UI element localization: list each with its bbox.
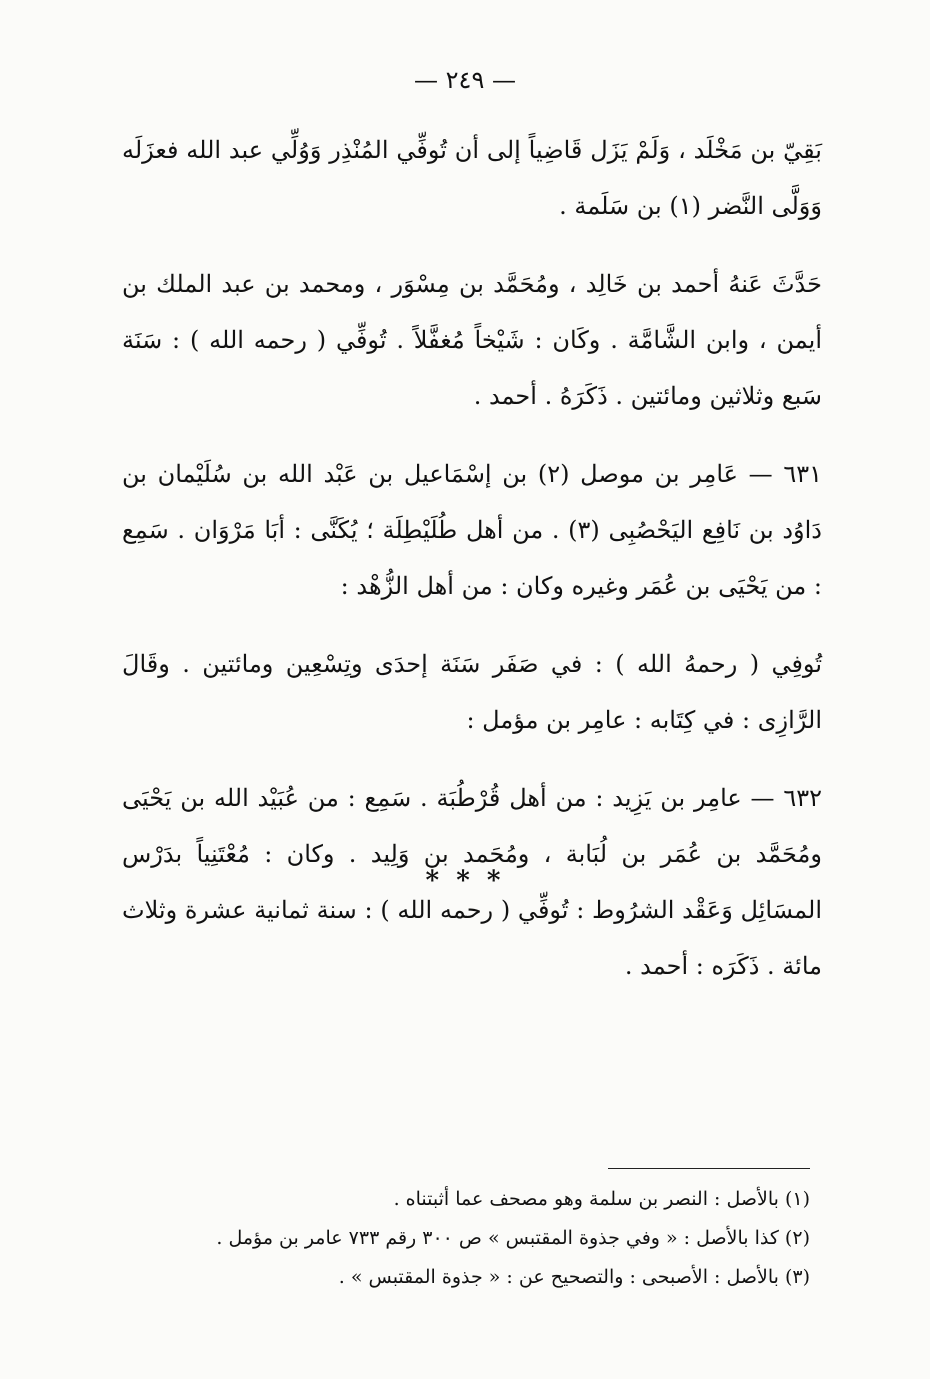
- footnote-3: (٣) بالأصل : الأصبحى : والتصحيح عن : « جذوة المقتبس » .: [338, 1266, 810, 1288]
- entry-632: ٦٣٢ — عامِر بن يَزِيد : من أهل قُرْطُبَة . سَمِع : من عُبَيْد الله بن يَحْيَى ومُحَمَّد بن عُمَر بن لُبَابة ، ومُحَمد بن وَلِيد . وكان : مُعْتَنِياً بدَرْس المسَائِل وَعَقْد الشرُوط : تُوفِّي ( رحمه الله ) : سنة ثمانية عشرة وثلاث مائة . ذَكَرَه : أحمد .: [122, 784, 822, 980]
- section-divider: * * *: [425, 866, 505, 896]
- footnotes: [110, 1180, 810, 1297]
- page-number: — ٢٤٩ —: [414, 66, 516, 94]
- footnote-2: (٢) كذا بالأصل : « وفي جذوة المقتبس » ص ٣٠٠ رقم ٧٣٣ عامر بن مؤمل .: [216, 1227, 810, 1249]
- paragraph-continuation: بَقِيّ بن مَخْلَد ، وَلَمْ يَزَل قَاضِياً إلى أن تُوفِّي المُنْذِر وَوُلِّي عبد الله فعزَلَه وَوَلَّى النَّضر (١) بن سَلَمة .: [122, 136, 822, 220]
- entry-631: ٦٣١ — عَامِر بن موصل (٢) بن إسْمَاعيل بن عَبْد الله بن سُلَيْمان بن دَاوُد بن نَافِع اليَحْصُبِى (٣) . من أهل طُلَيْطِلَة ؛ يُكَنَّى : أبَا مَرْوَان . سَمِع : من يَحْيَى بن عُمَر وغيره وكان : من أهل الزُّهْد :: [122, 460, 822, 600]
- main-text: [122, 122, 822, 994]
- footnote-1: (١) بالأصل : النصر بن سلمة وهو مصحف عما أثبتناه .: [393, 1188, 810, 1210]
- paragraph-narrators: حَدَّثَ عَنهُ أحمد بن خَالِد ، ومُحَمَّد بن مِسْوَر ، ومحمد بن عبد الملك بن أيمن ، وابن الشَّامَّة . وكَان : شَيْخاً مُغفَّلاً . تُوفِّي ( رحمه الله ) : سَنَة سَبع وثلاثين ومائتين . ذَكَرَهُ . أحمد .: [122, 270, 822, 410]
- entry-631-death: تُوفِي ( رحمهُ الله ) : في صَفَر سَنَة إحدَى وتِسْعِين ومائتين . وقَالَ الرَّازِى : في كِتَابه : عامِر بن مؤمل :: [122, 650, 822, 734]
- footnote-rule: [608, 1168, 810, 1169]
